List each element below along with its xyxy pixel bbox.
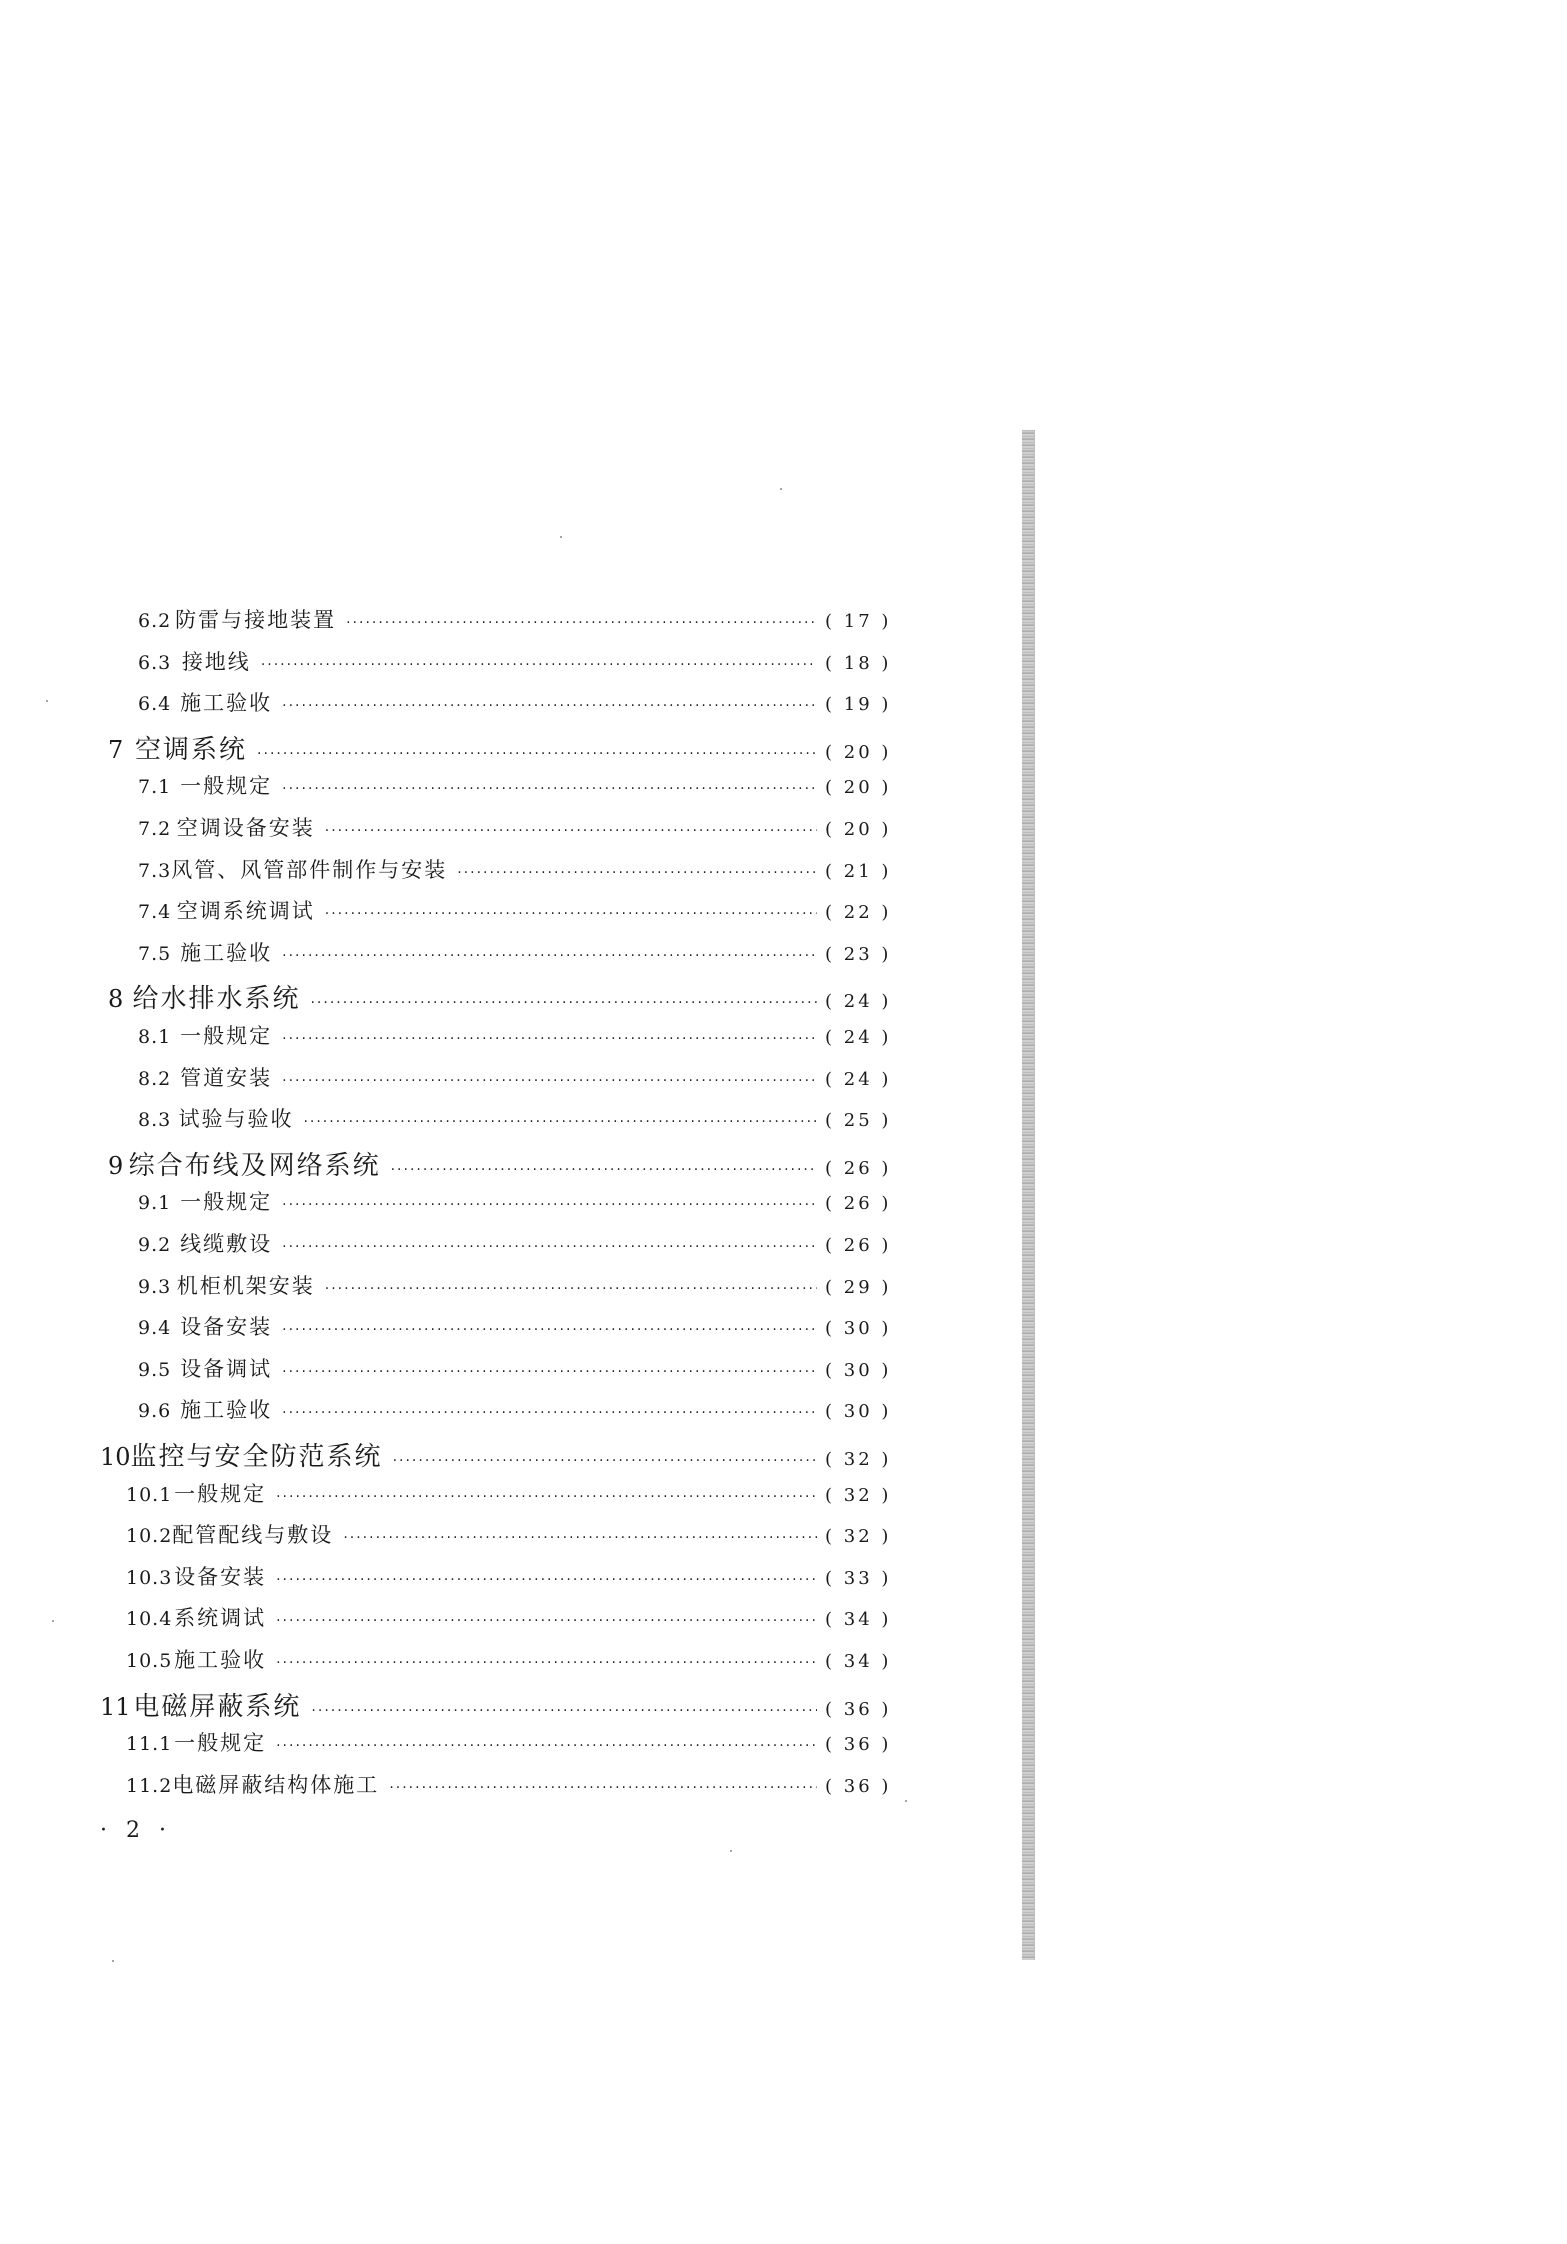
toc-dot-leader: [389, 1780, 817, 1796]
toc-section-entry[interactable]: [126, 1727, 892, 1757]
toc-dot-leader: [325, 906, 817, 922]
toc-entry-number: 8: [108, 985, 124, 1014]
toc-section-entry[interactable]: [138, 1186, 892, 1216]
toc-entry-title: 电磁屏蔽结构体施工: [172, 1772, 380, 1797]
toc-dot-leader: [310, 995, 817, 1011]
toc-entry-number: 8.2: [138, 1067, 172, 1090]
toc-entry-number: 7.1: [138, 776, 172, 799]
toc-entry-title: 一般规定: [180, 774, 273, 799]
toc-chapter-entry[interactable]: [100, 1686, 892, 1723]
toc-entry-number: 10: [100, 1443, 131, 1471]
toc-dot-leader: [325, 823, 817, 839]
toc-entry-title: 配管配线与敷设: [172, 1523, 334, 1548]
toc-section-entry[interactable]: [138, 812, 892, 842]
toc-entry-page: ( 29 ): [825, 1276, 892, 1298]
toc-entry-title: 设备安装: [174, 1564, 267, 1589]
toc-entry-page: ( 26 ): [825, 1235, 892, 1256]
toc-dot-leader: [276, 1738, 817, 1754]
toc-entry-page: ( 30 ): [825, 1359, 892, 1381]
scan-speck: [112, 1960, 114, 1962]
toc-entry-page: ( 32 ): [825, 1449, 892, 1470]
toc-entry-page: ( 30 ): [825, 1401, 892, 1423]
toc-entry-number: 10.4: [126, 1608, 173, 1631]
toc-section-entry[interactable]: [138, 1311, 892, 1341]
toc-dot-leader: [311, 1703, 817, 1719]
toc-section-entry[interactable]: [126, 1769, 892, 1799]
toc-entry-number: 9.3: [138, 1275, 172, 1298]
toc-dot-leader: [282, 948, 817, 964]
toc-section-entry[interactable]: [138, 854, 892, 884]
toc-entry-title: 给水排水系统: [132, 984, 301, 1015]
toc-entry-title: 一般规定: [174, 1481, 267, 1506]
toc-entry-page: ( 21 ): [825, 860, 892, 882]
toc-dot-leader: [257, 746, 817, 762]
toc-dot-leader: [276, 1655, 817, 1671]
toc-section-entry[interactable]: [138, 937, 892, 967]
toc-dot-leader: [276, 1489, 817, 1505]
toc-entry-number: 11.1: [126, 1733, 173, 1756]
toc-entry-title: 试验与验收: [178, 1107, 294, 1132]
toc-entry-title: 施工验收: [180, 691, 273, 716]
toc-entry-page: ( 24 ): [825, 991, 892, 1013]
toc-section-entry[interactable]: [138, 1394, 892, 1424]
toc-entry-page: ( 36 ): [825, 1775, 892, 1797]
toc-entry-page: ( 20 ): [825, 741, 892, 763]
toc-entry-title: 综合布线及网络系统: [128, 1150, 381, 1181]
toc-dot-leader: [282, 698, 817, 714]
toc-section-entry[interactable]: [138, 1062, 892, 1092]
toc-entry-number: 9.4: [138, 1317, 172, 1340]
toc-entry-title: 接地线: [181, 649, 251, 674]
toc-dot-leader: [303, 1114, 817, 1130]
toc-entry-title: 空调设备安装: [176, 816, 315, 840]
toc-dot-leader: [282, 1197, 817, 1213]
toc-entry-page: ( 36 ): [825, 1698, 892, 1720]
toc-dot-leader: [282, 1073, 817, 1089]
toc-section-entry[interactable]: [138, 646, 892, 676]
toc-entry-number: 7.4: [138, 901, 172, 924]
toc-chapter-entry[interactable]: [100, 1436, 892, 1473]
toc-entry-title: 监控与安全防范系统: [130, 1442, 383, 1472]
toc-dot-leader: [282, 1322, 817, 1338]
toc-entry-number: 9: [108, 1151, 124, 1180]
toc-entry-page: ( 20 ): [825, 777, 892, 799]
toc-chapter-entry[interactable]: [108, 729, 892, 766]
toc-entry-page: ( 25 ): [825, 1110, 892, 1132]
toc-entry-number: 8.3: [138, 1109, 172, 1132]
toc-dot-leader: [391, 1162, 817, 1178]
toc-dot-leader: [282, 781, 817, 797]
toc-entry-title: 空调系统调试: [176, 899, 315, 924]
toc-chapter-entry[interactable]: [108, 978, 892, 1015]
toc-dot-leader: [325, 1281, 817, 1297]
toc-entry-page: ( 20 ): [825, 819, 892, 840]
toc-entry-title: 施工验收: [174, 1648, 267, 1672]
toc-entry-number: 9.2: [138, 1234, 172, 1256]
toc-dot-leader: [282, 1239, 817, 1255]
toc-entry-page: ( 26 ): [825, 1193, 892, 1215]
toc-entry-page: ( 19 ): [825, 694, 892, 716]
toc-entry-page: ( 18 ): [825, 652, 892, 674]
toc-entry-number: 7.3: [138, 859, 172, 882]
toc-entry-title: 施工验收: [180, 1398, 273, 1423]
toc-section-entry[interactable]: [138, 1270, 892, 1300]
toc-dot-leader: [276, 1613, 817, 1629]
toc-entry-number: 10.3: [126, 1566, 173, 1589]
toc-entry-title: 一般规定: [180, 1190, 273, 1215]
toc-entry-page: ( 30 ): [825, 1318, 892, 1340]
toc-entry-page: ( 22 ): [825, 902, 892, 924]
toc-entry-page: ( 26 ): [825, 1157, 892, 1179]
toc-dot-leader: [393, 1453, 817, 1469]
toc-entry-number: 8.1: [138, 1026, 172, 1048]
toc-entry-number: 11.2: [126, 1774, 173, 1797]
toc-entry-page: ( 23 ): [825, 943, 892, 965]
toc-section-entry[interactable]: [138, 604, 892, 634]
toc-entry-title: 系统调试: [174, 1606, 267, 1631]
toc-dot-leader: [457, 865, 817, 881]
toc-chapter-entry[interactable]: [108, 1145, 892, 1182]
toc-dot-leader: [261, 657, 817, 673]
toc-entry-title: 一般规定: [180, 1024, 273, 1048]
toc-section-entry[interactable]: [138, 1353, 892, 1383]
toc-entry-page: ( 36 ): [825, 1734, 892, 1756]
toc-entry-title: 风管、风管部件制作与安装: [171, 857, 448, 882]
toc-entry-number: 6.3: [138, 651, 172, 674]
toc-dot-leader: [282, 1405, 817, 1421]
toc-section-entry[interactable]: [126, 1602, 892, 1632]
toc-entry-title: 防雷与接地装置: [175, 608, 337, 632]
toc-entry-page: ( 32 ): [825, 1484, 892, 1506]
toc-section-entry[interactable]: [138, 770, 892, 800]
toc-section-entry[interactable]: [126, 1561, 892, 1591]
toc-dot-leader: [282, 1031, 817, 1047]
toc-entry-title: 设备调试: [180, 1356, 273, 1381]
toc-entry-title: 电磁屏蔽系统: [133, 1691, 302, 1722]
toc-dot-leader: [282, 1364, 817, 1380]
toc-entry-page: ( 24 ): [825, 1068, 892, 1090]
toc-section-entry[interactable]: [138, 1020, 892, 1050]
toc-entry-title: 施工验收: [180, 940, 273, 965]
toc-entry-title: 一般规定: [174, 1731, 267, 1756]
toc-entry-page: ( 24 ): [825, 1027, 892, 1048]
toc-entry-title: 机柜机架安装: [176, 1273, 315, 1298]
toc-entry-number: 7: [108, 735, 124, 764]
toc-section-entry[interactable]: [138, 895, 892, 925]
toc-entry-number: 6.2: [138, 610, 172, 632]
toc-entry-page: ( 34 ): [825, 1651, 892, 1672]
toc-entry-number: 11: [100, 1692, 131, 1721]
toc-entry-number: 9.5: [138, 1358, 172, 1381]
toc-section-entry[interactable]: [126, 1478, 892, 1508]
toc-dot-leader: [346, 615, 817, 631]
toc-entry-page: ( 34 ): [825, 1609, 892, 1631]
toc-dot-leader: [276, 1572, 817, 1588]
toc-entry-number: 10.1: [126, 1483, 173, 1506]
toc-entry-number: 7.5: [138, 942, 172, 965]
toc-entry-title: 空调系统: [135, 734, 248, 765]
toc-entry-page: ( 32 ): [825, 1526, 892, 1548]
toc-entry-page: ( 33 ): [825, 1567, 892, 1589]
toc-entry-number: 10.5: [126, 1650, 173, 1672]
toc-entry-title: 管道安装: [180, 1065, 273, 1090]
toc-section-entry[interactable]: [126, 1644, 892, 1674]
toc-section-entry[interactable]: [138, 1103, 892, 1133]
toc-dot-leader: [343, 1530, 817, 1546]
toc-entry-number: 9.1: [138, 1192, 172, 1215]
toc-section-entry[interactable]: [126, 1519, 892, 1549]
toc-entry-number: 10.2: [126, 1525, 173, 1548]
page-number: · 2 ·: [100, 1818, 172, 1843]
toc-entry-number: 6.4: [138, 693, 172, 716]
toc-entry-title: 线缆敷设: [180, 1232, 273, 1256]
toc-entry-page: ( 17 ): [825, 611, 892, 632]
toc-entry-number: 9.6: [138, 1400, 172, 1423]
toc-entry-title: 设备安装: [180, 1315, 273, 1340]
toc-entry-number: 7.2: [138, 818, 172, 840]
toc-section-entry[interactable]: [138, 1228, 892, 1258]
toc-section-entry[interactable]: [138, 687, 892, 717]
